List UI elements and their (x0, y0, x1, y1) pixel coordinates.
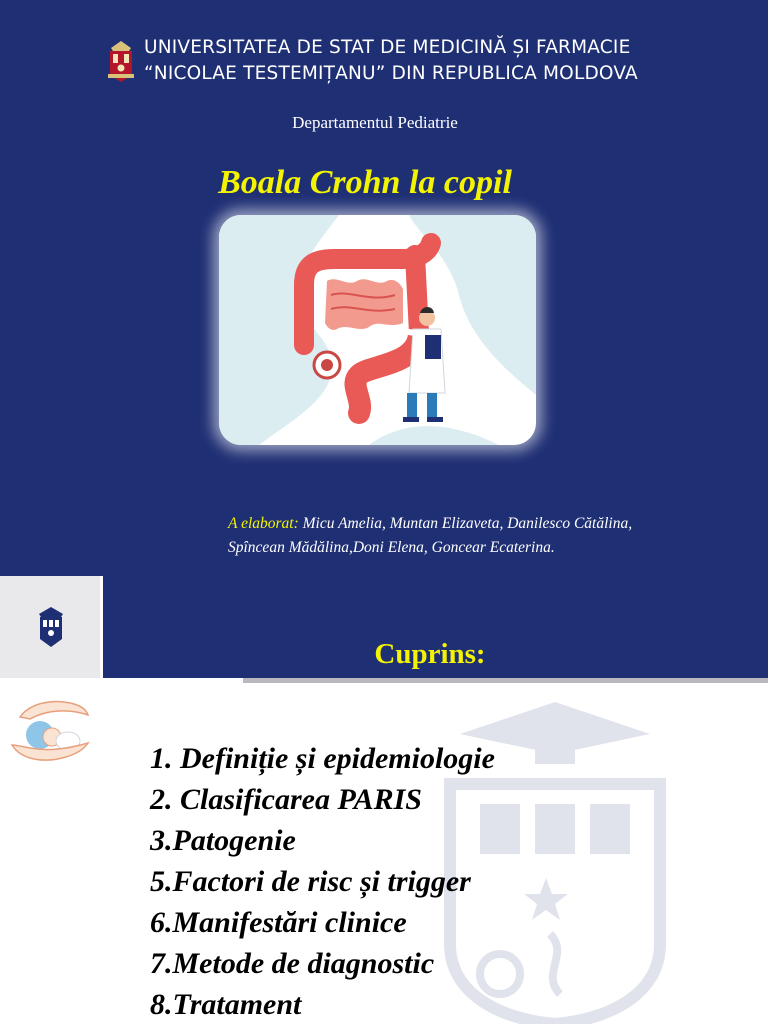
logo-sidebar (0, 576, 100, 678)
university-name-line-1: UNIVERSITATEA DE STAT DE MEDICINĂ ȘI FARMACIE (144, 37, 631, 58)
list-item: 6.Manifestări clinice (150, 906, 407, 939)
list-item: 1. Definiție și epidemiologie (150, 742, 495, 775)
university-crest-icon (106, 38, 136, 84)
doctor-intestine-illustration (219, 215, 536, 445)
header-band-shadow (243, 678, 768, 683)
slide-title: Boala Crohn la copil (218, 164, 512, 201)
list-item: 5.Factori de risc și trigger (150, 865, 471, 898)
department-name: Departamentul Pediatrie (292, 113, 458, 132)
list-item: 3.Patogenie (150, 824, 296, 857)
contents-list (150, 738, 495, 1024)
hands-baby-icon (10, 691, 92, 771)
authors-names-line-2: Spîncean Mădălina,Doni Elena, Goncear Ecaterina. (228, 539, 555, 556)
authors-label: A elaborat: (228, 515, 299, 532)
contents-slide (0, 576, 768, 1024)
university-name-line-2: “NICOLAE TESTEMIȚANU” DIN REPUBLICA MOLDOVA (144, 63, 638, 84)
list-item: 7.Metode de diagnostic (150, 947, 435, 980)
authors (228, 512, 758, 560)
authors-names-line-1: Micu Amelia, Muntan Elizaveta, Danilesco Cătălina, (298, 515, 633, 532)
list-item: 2. Clasificarea PARIS (150, 783, 422, 816)
university-crest-icon (35, 604, 67, 650)
list-item: 8.Tratament (150, 988, 302, 1021)
contents-heading: Cuprins: (374, 638, 486, 670)
